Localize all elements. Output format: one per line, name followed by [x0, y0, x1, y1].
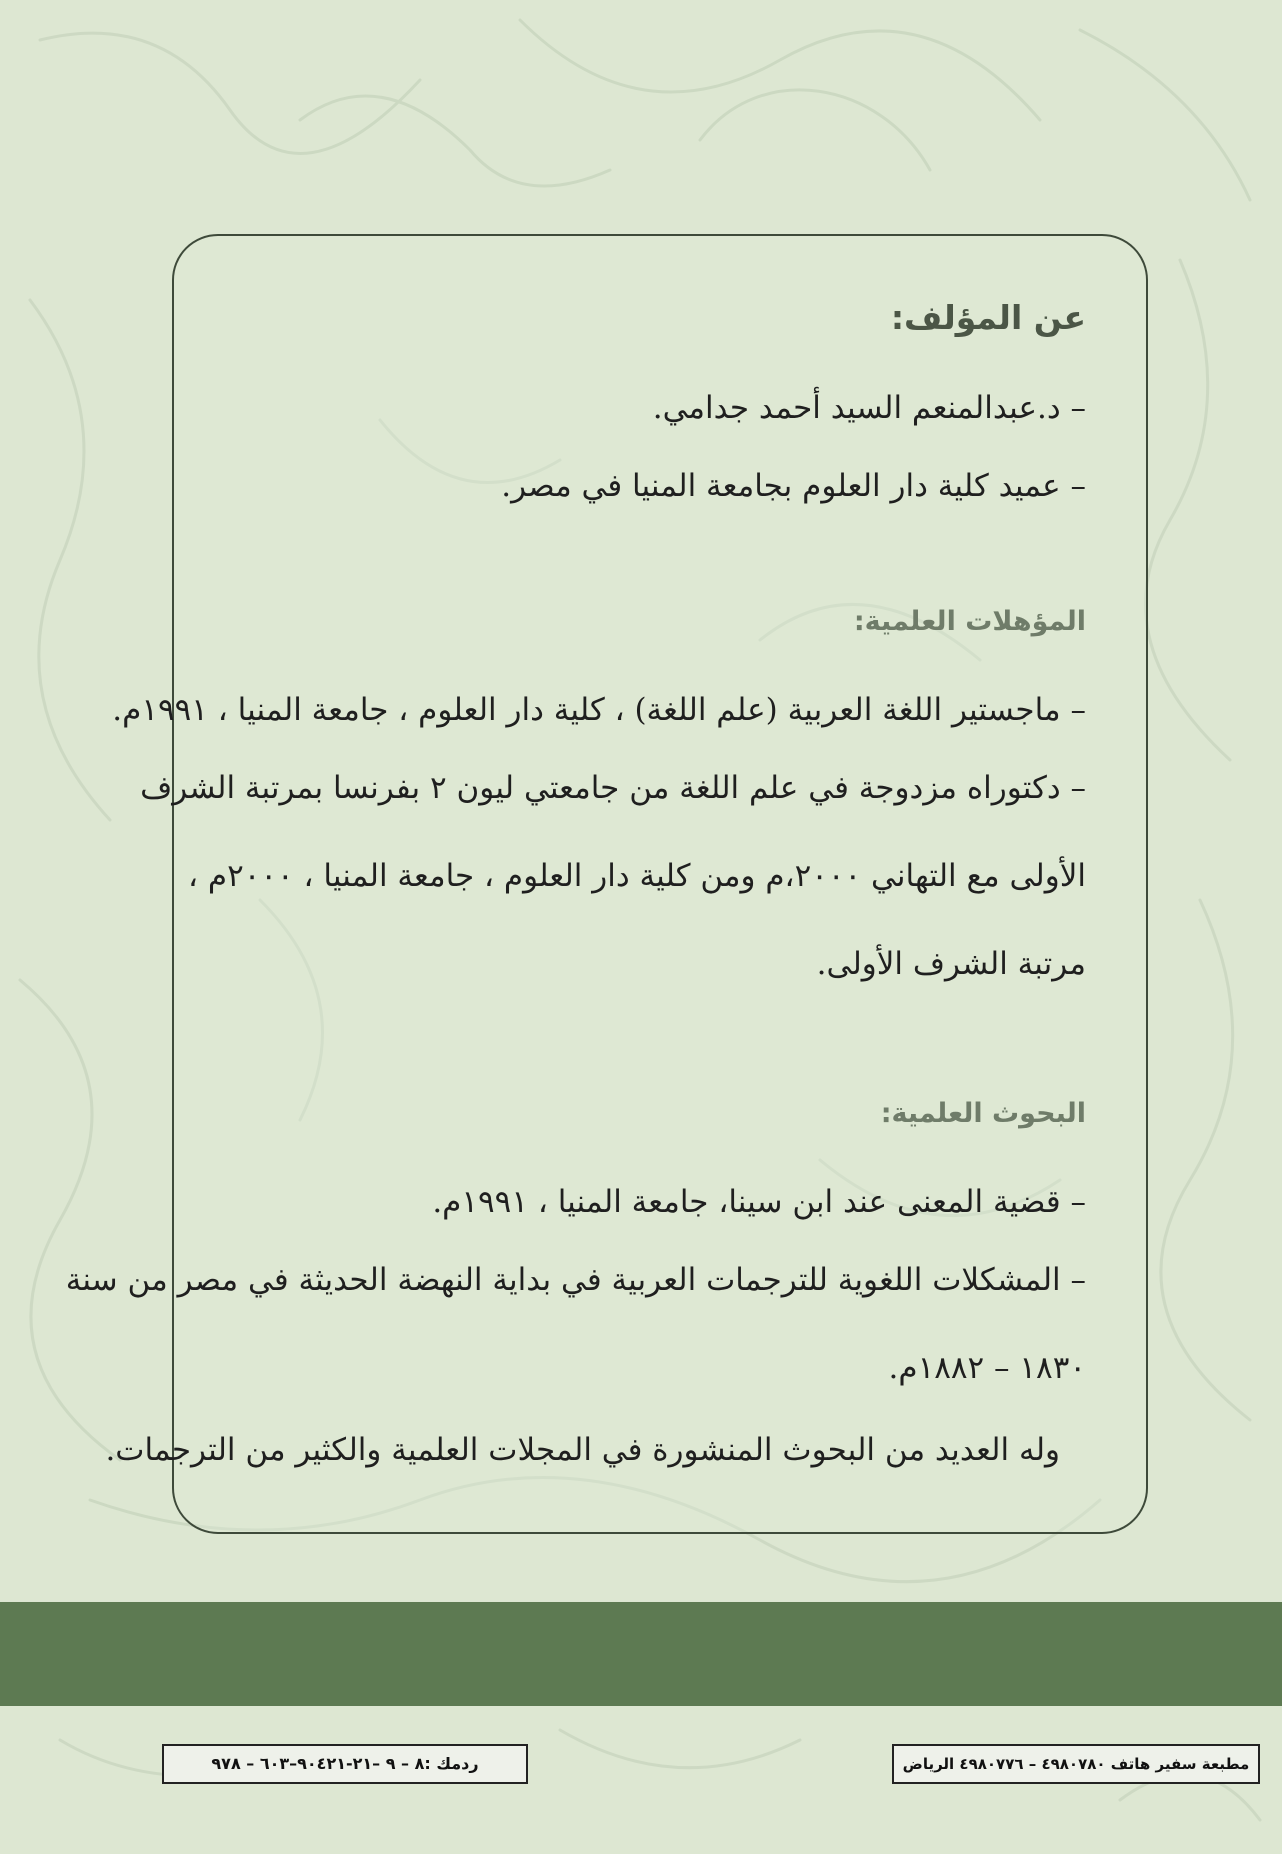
qualification-item-doctorate-cont: مرتبة الشرف الأولى. [816, 946, 1086, 982]
research-closing-line: وله العديد من البحوث المنشورة في المجلات العلمية والكثير من الترجمات. [105, 1432, 1060, 1468]
qualification-item-masters: – ماجستير اللغة العربية (علم اللغة) ، كلية دار العلوم ، جامعة المنيا ، ١٩٩١م. [112, 692, 1086, 728]
author-position-line: – عميد كلية دار العلوم بجامعة المنيا في مصر. [501, 468, 1086, 504]
research-item-ibn-sina: – قضية المعنى عند ابن سينا، جامعة المنيا ، ١٩٩١م. [432, 1184, 1086, 1220]
research-item-translations-cont: ١٨٣٠ – ١٨٨٢م. [888, 1350, 1086, 1386]
printer-info-box: مطبعة سفير هاتف ٤٩٨٠٧٨٠ – ٤٩٨٠٧٧٦ الرياض [892, 1744, 1260, 1784]
isbn-box: ردمك :٨ – ٩ –٢١-٩٠٤٢١–٦٠٣ – ٩٧٨ [162, 1744, 528, 1784]
qualifications-heading: المؤهلات العلمية: [853, 606, 1086, 637]
qualification-item-doctorate-cont: الأولى مع التهاني ٢٠٠٠،م ومن كلية دار العلوم ، جامعة المنيا ، ٢٠٠٠م ، [188, 858, 1086, 894]
bottom-color-band [0, 1602, 1282, 1706]
research-item-translations: – المشكلات اللغوية للترجمات العربية في بداية النهضة الحديثة في مصر من سنة [65, 1262, 1086, 1298]
author-name-line: – د.عبدالمنعم السيد أحمد جدامي. [652, 390, 1086, 426]
research-heading: البحوث العلمية: [880, 1098, 1086, 1129]
qualification-item-doctorate: – دكتوراه مزدوجة في علم اللغة من جامعتي ليون ٢ بفرنسا بمرتبة الشرف [140, 770, 1086, 806]
author-info-box [65, 234, 1148, 1534]
author-heading: عن المؤلف: [890, 298, 1086, 337]
